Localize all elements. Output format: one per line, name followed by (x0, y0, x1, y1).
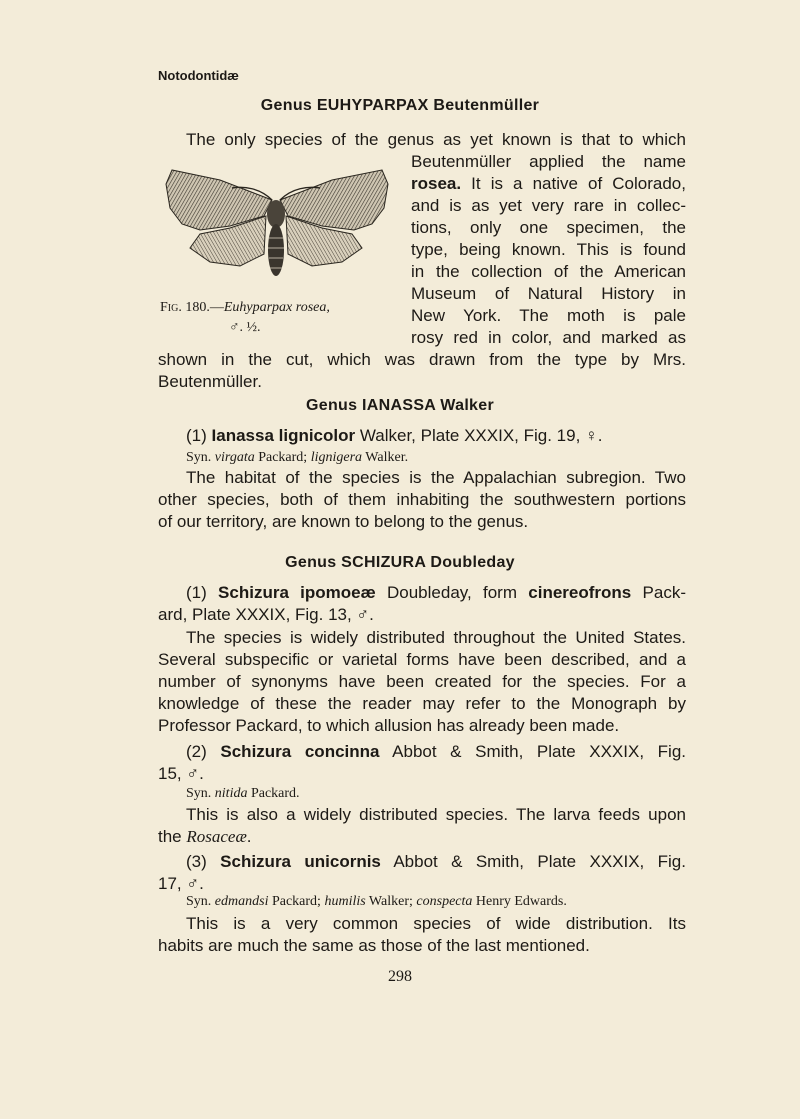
genus-heading-euhyparpax: Genus EUHYPARPAX Beutenmüller (260, 97, 540, 114)
text-line: 17, ♂. (158, 874, 204, 893)
text-line: Professor Packard, to which allusion has already been made. (158, 716, 620, 735)
running-head: Notodontidæ (158, 68, 239, 83)
entry-number: (1) (186, 583, 207, 602)
text-line: knowledge of these the reader may refer to the Monograph by (158, 694, 686, 713)
text-line: The only species of the genus as yet known is that to which (186, 130, 686, 149)
text-line: rosy red in color, and marked as (411, 328, 686, 347)
species-name: Schizura concinna (220, 742, 380, 761)
synonym-line (186, 894, 567, 910)
text-line: and is as yet very rare in collec- (411, 196, 686, 215)
text-line: New York. The moth is pale (411, 306, 686, 325)
text-line: This is also a widely distributed species. The larva feeds upon (186, 805, 686, 824)
author: Packard; (254, 450, 311, 465)
text-line: shown in the cut, which was drawn from the type by Mrs. (158, 350, 686, 369)
page-number: 298 (388, 968, 412, 985)
text-fragment: Pack- (631, 583, 686, 602)
plate-reference: Abbot & Smith, Plate XXXIX, Fig. (380, 852, 686, 871)
figure-caption (160, 300, 330, 316)
syn-label: Syn. (186, 450, 212, 465)
entry-number: (2) (186, 742, 207, 761)
author: Henry Edwards. (472, 894, 567, 909)
figure-label: Fig. 180. (160, 300, 210, 315)
text-line (158, 826, 252, 848)
moth-illustration (160, 158, 392, 290)
figure-species: Euhyparpax rosea, (223, 300, 330, 315)
text-line (411, 173, 686, 195)
text-line: in the collection of the American (411, 262, 686, 281)
text-line: Beutenmüller applied the name (411, 152, 686, 171)
text-line: Beutenmüller. (158, 372, 262, 391)
text-fragment: Doubleday, form (375, 583, 529, 602)
plate-reference: Walker, Plate XXXIX, Fig. 19, ♀. (355, 426, 603, 445)
syn-label: Syn. (186, 894, 212, 909)
genus-heading-schizura: Genus SCHIZURA Doubleday (285, 554, 515, 571)
species-entry (186, 741, 686, 763)
text-line: type, being known. This is found (411, 240, 686, 259)
synonym-line (186, 450, 408, 466)
text-line: Several subspecific or varietal forms have been described, and a (158, 650, 686, 669)
text-line: Museum of Natural History in (411, 284, 686, 303)
synonym: nitida (214, 786, 248, 801)
synonym: lignigera (310, 450, 363, 465)
form-name: cinereofrons (528, 583, 632, 602)
text-line: tions, only one specimen, the (411, 218, 686, 237)
synonym: virgata (214, 450, 255, 465)
synonym: edmandsi (214, 894, 269, 909)
species-entry (186, 425, 603, 447)
author: Packard; (268, 894, 325, 909)
text-fragment: . (246, 827, 252, 846)
text-fragment: It is a native of Colorado, (461, 174, 686, 193)
text-line: This is a very common species of wide distribution. Its (186, 914, 686, 933)
text-line: habits are much the same as those of the last mentioned. (158, 936, 590, 955)
text-line: 15, ♂. (158, 764, 204, 783)
entry-number: (3) (186, 852, 207, 871)
species-name: rosea. (411, 174, 462, 193)
author: Walker. (362, 450, 409, 465)
synonym-line (186, 786, 300, 802)
species-entry (186, 582, 686, 604)
text-line: ard, Plate XXXIX, Fig. 13, ♂. (158, 605, 374, 624)
text-line: of our territory, are known to belong to the genus. (158, 512, 529, 531)
synonym: humilis (324, 894, 366, 909)
figure-subcaption: ♂. ½. (229, 320, 261, 335)
synonym: conspecta (416, 894, 473, 909)
species-name: Schizura unicornis (220, 852, 381, 871)
species-name: Ianassa lignicolor (211, 426, 356, 445)
genus-heading-ianassa: Genus IANASSA Walker (306, 397, 494, 414)
plate-reference: Abbot & Smith, Plate XXXIX, Fig. (379, 742, 687, 761)
author: Walker; (365, 894, 417, 909)
text-line: number of synonyms have been created for the species. For a (158, 672, 686, 691)
family-name: Rosaceæ (186, 827, 247, 846)
text-line: other species, both of them inhabiting the southwestern portions (158, 490, 686, 509)
entry-number: (1) (186, 426, 207, 445)
author: Packard. (247, 786, 300, 801)
text-fragment: the (158, 827, 187, 846)
species-name: Schizura ipomoeæ (218, 583, 376, 602)
figure-dash: — (209, 300, 224, 315)
text-line: The species is widely distributed throughout the United States. (186, 628, 686, 647)
syn-label: Syn. (186, 786, 212, 801)
species-entry (186, 851, 686, 873)
text-line: The habitat of the species is the Appalachian subregion. Two (186, 468, 686, 487)
